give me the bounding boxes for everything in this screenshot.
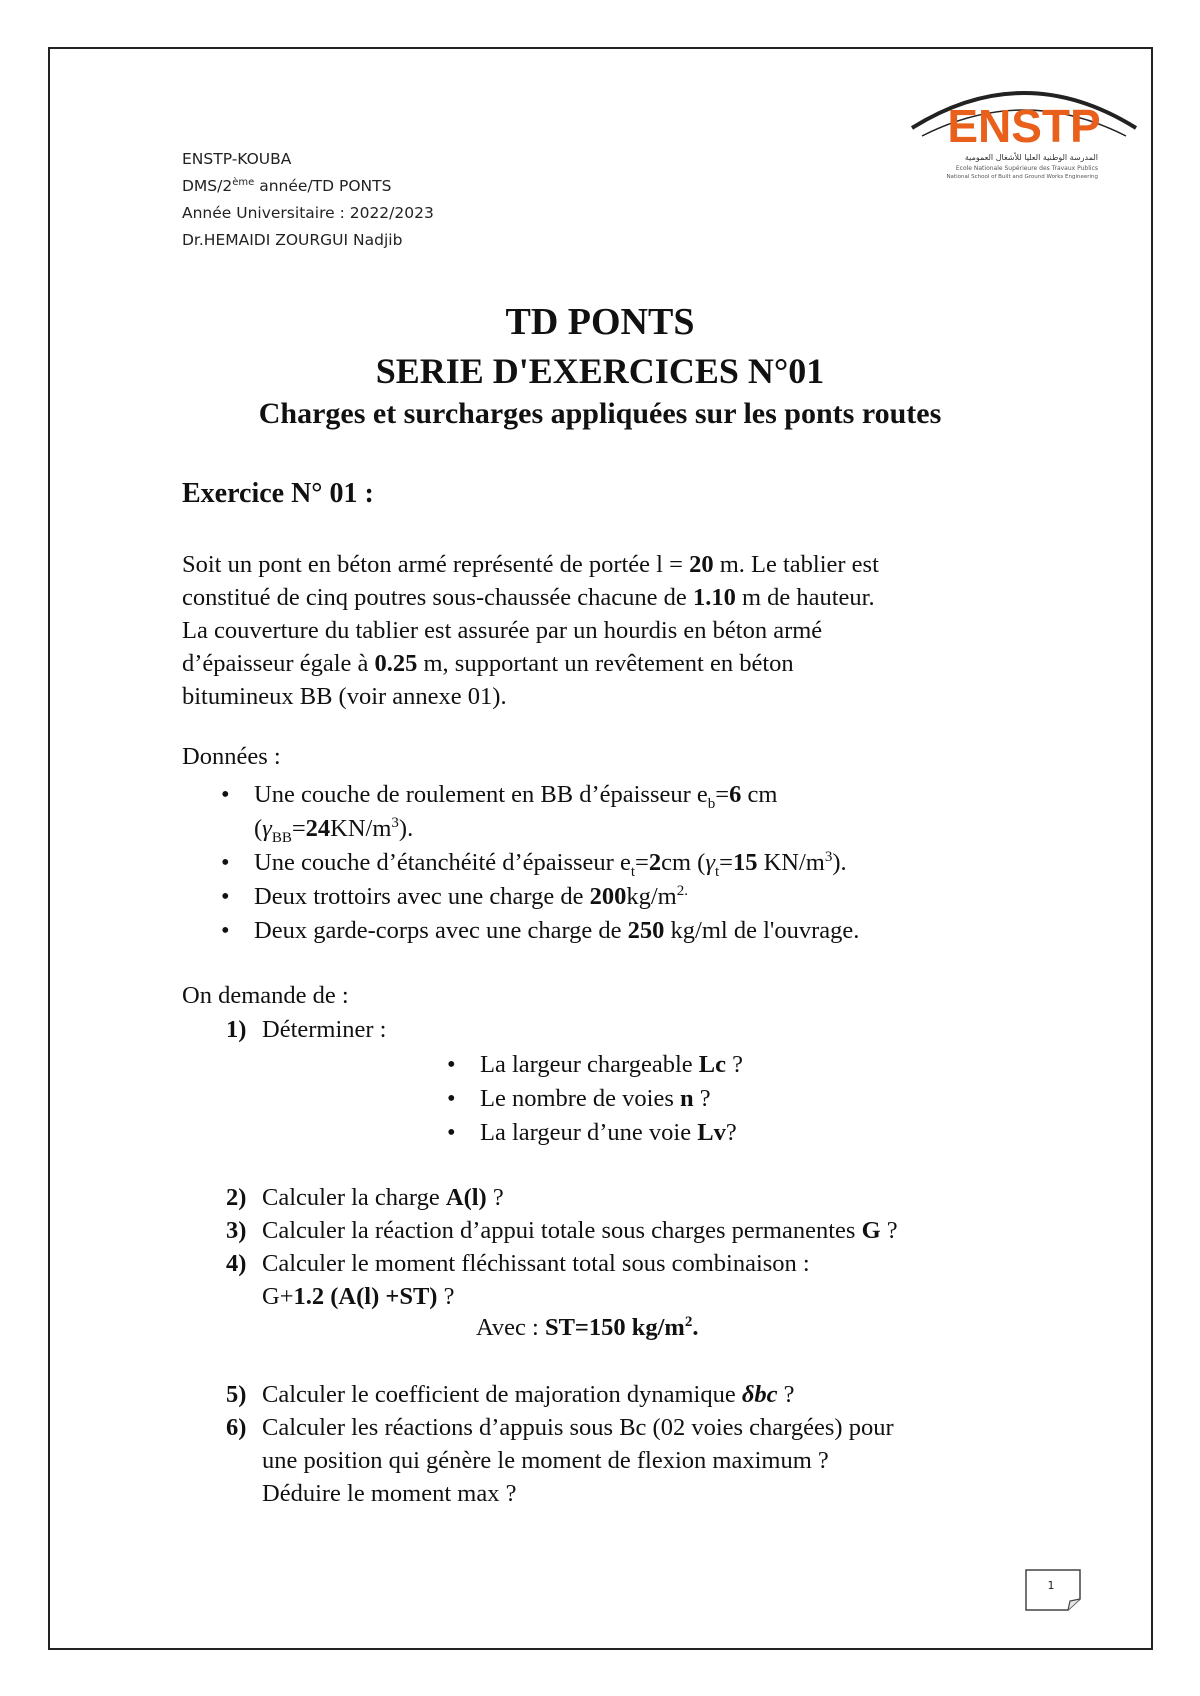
svg-text:National School of Built and G: National School of Built and Ground Works Engineering (946, 174, 1098, 180)
question-text: Déterminer : (262, 1016, 387, 1043)
page-number-box (1025, 1569, 1081, 1611)
document-header (182, 146, 434, 254)
questions-label: On demande de : (182, 982, 349, 1009)
list-item: • La largeur d’une voie Lv? (444, 1116, 743, 1150)
question-number: 2) (226, 1184, 247, 1211)
bullet-icon: • (221, 917, 230, 944)
svg-text:المدرسة الوطنية العليا للأشغال: المدرسة الوطنية العليا للأشغال العمومية (964, 153, 1098, 162)
bullet-icon: • (221, 849, 230, 876)
question-number: 3) (226, 1217, 247, 1244)
question-text: Calculer les réactions d’appuis sous Bc (02 voies chargées) pour une position qui génère le moment de flexion maximum ? Déduire le moment max ? (262, 1414, 894, 1507)
title-series: SERIE D'EXERCICES N°01 (375, 351, 825, 391)
question-1-list (444, 1048, 743, 1150)
list-item: • Deux trottoirs avec une charge de $200kg/m^{2.}$ (218, 880, 1078, 914)
bullet-icon: • (221, 781, 230, 808)
question-number: 4) (226, 1250, 247, 1277)
svg-text:Ecole Nationale Supérieure des: Ecole Nationale Supérieure des Travaux Publics (955, 165, 1098, 172)
given-value: Avec : ST=150 $kg/m^2$. (476, 1313, 699, 1341)
title-course: TD PONTS (505, 301, 695, 343)
question-text: Calculer la charge A(l) ? (262, 1184, 504, 1211)
data-list (218, 778, 1078, 948)
list-item: • Deux garde-corps avec une charge de 250 kg/ml de l'ouvrage. (218, 914, 1078, 948)
header-year: Année Universitaire : 2022/2023 (182, 204, 434, 222)
header-course: DMS/2ème année/TD PONTS (182, 176, 392, 195)
list-item: • Le nombre de voies n ? (444, 1082, 743, 1116)
header-author: Dr.HEMAIDI ZOURGUI Nadjib (182, 231, 403, 249)
bullet-icon: • (447, 1085, 456, 1112)
question-2 (226, 1181, 1056, 1214)
title-subject: Charges et surcharges appliquées sur les ponts routes (258, 397, 942, 430)
bullet-icon: • (447, 1119, 456, 1146)
exercise-intro (182, 548, 1042, 713)
page-number: 1 (1047, 1579, 1055, 1592)
question-number: 6) (226, 1414, 247, 1441)
intro-line: La couverture du tablier est assurée par un hourdis en béton armé (182, 617, 823, 644)
question-6 (226, 1411, 1056, 1510)
question-4 (226, 1247, 1056, 1313)
question-text: Calculer la réaction d’appui totale sous charges permanentes G ? (262, 1217, 898, 1244)
list-item: • Une couche d’étanchéité d’épaisseur $e_t=2cm$ ($\gamma_t=15$ $KN/m^3$). (218, 846, 1078, 880)
list-item: • La largeur chargeable Lc ? (444, 1048, 743, 1082)
bullet-icon: • (447, 1051, 456, 1078)
header-school: ENSTP-KOUBA (182, 150, 292, 168)
question-1 (226, 1013, 1056, 1046)
list-item: • Une couche de roulement en BB d’épaisseur $e_b=6$ cm $(\gamma_{BB}=24KN/m^3)$. (218, 778, 1078, 846)
bullet-icon: • (221, 883, 230, 910)
question-text: Calculer le coefficient de majoration dynamique δbc ? (262, 1381, 795, 1408)
intro-line: constitué de cinq poutres sous-chaussée chacune de 1.10 m de hauteur. (182, 584, 875, 611)
question-5 (226, 1378, 1056, 1411)
question-text: Calculer le moment fléchissant total sous combinaison : G+1.2 (A(l) +ST) ? (262, 1250, 810, 1310)
intro-line: bitumineux BB (voir annexe 01). (182, 683, 507, 710)
data-label: Données : (182, 743, 281, 770)
question-3 (226, 1214, 1056, 1247)
enstp-logo (908, 66, 1140, 186)
svg-text:ENSTP: ENSTP (947, 100, 1101, 152)
exercise-title: Exercice N° 01 : (182, 478, 374, 509)
intro-line: d’épaisseur égale à 0.25 m, supportant un revêtement en béton (182, 650, 794, 677)
intro-line: Soit un pont en béton armé représenté de portée l = 20 m. Le tablier est (182, 551, 879, 578)
question-number: 1) (226, 1016, 247, 1043)
question-number: 5) (226, 1381, 247, 1408)
